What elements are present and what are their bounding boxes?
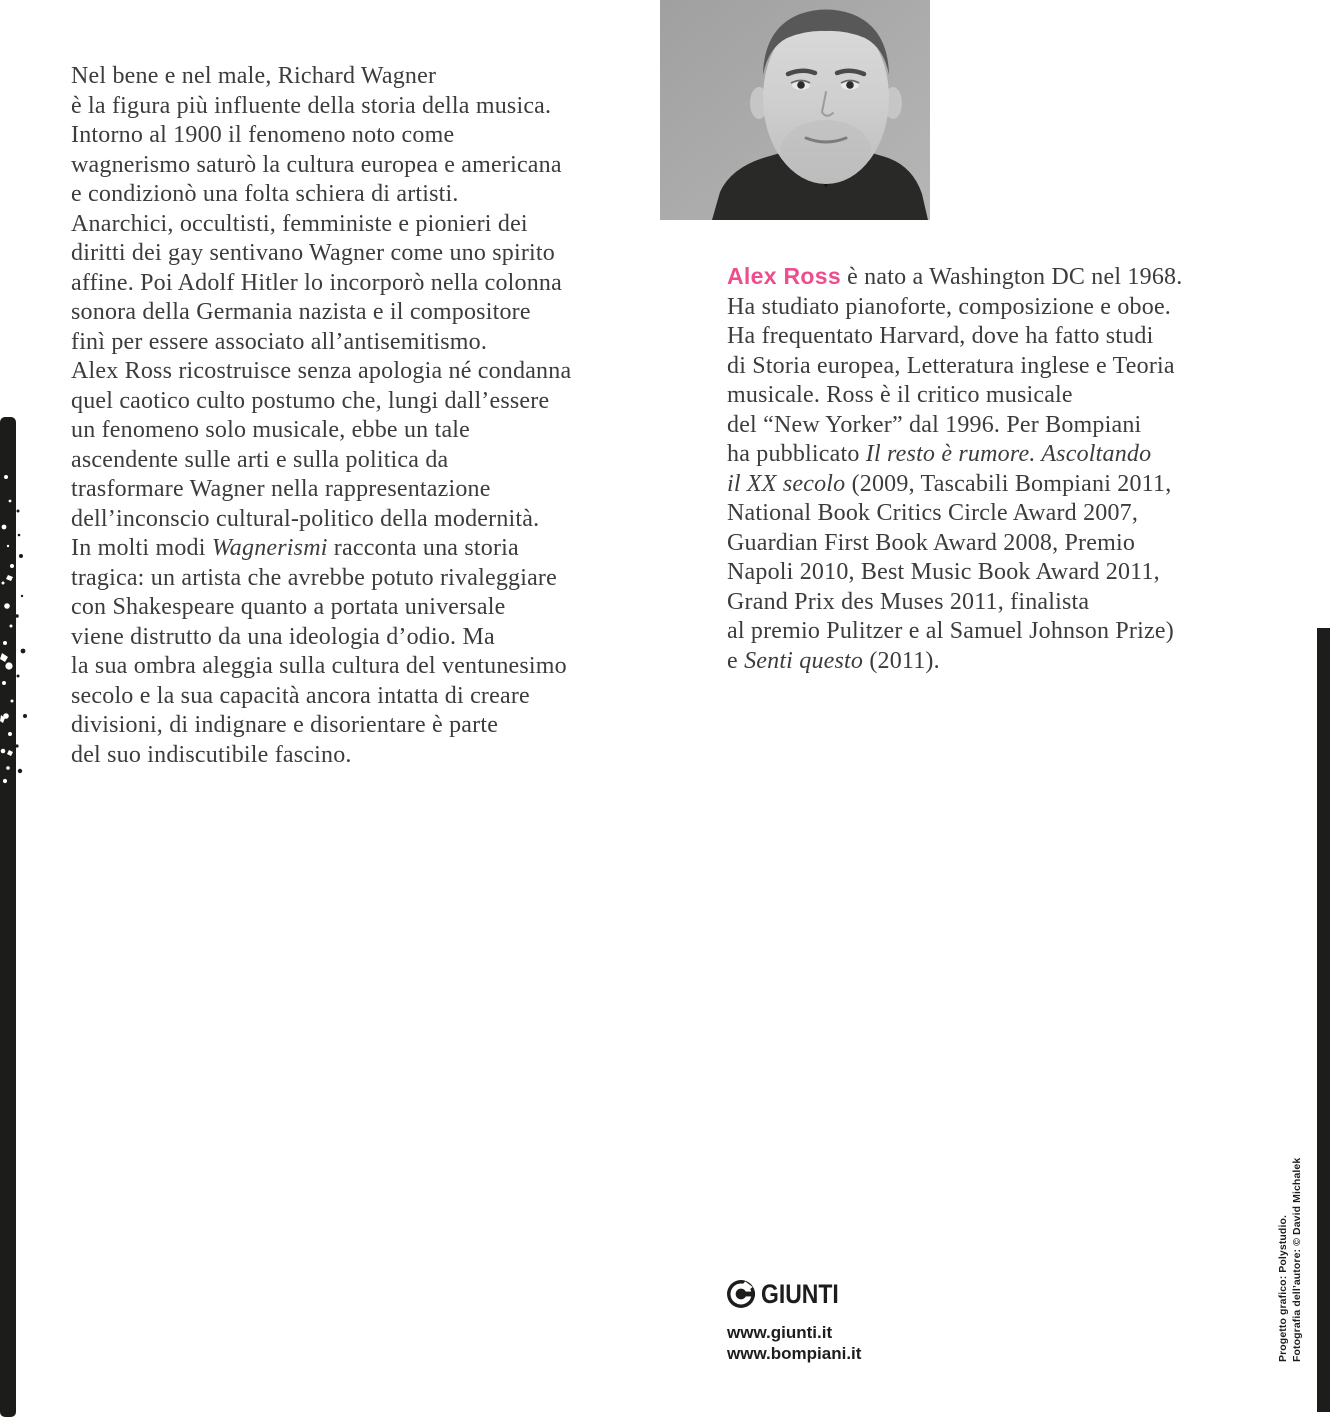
text-line: quel caotico culto postumo che, lungi dall’essere [71, 387, 550, 414]
text-line: Alex Ross è nato a Washington DC nel 1968. [727, 263, 1183, 290]
publisher-url-giunti: www.giunti.it [727, 1323, 833, 1342]
publisher-urls [727, 1322, 861, 1364]
publisher-url-bompiani: www.bompiani.it [727, 1344, 862, 1363]
text-line: divisioni, di indignare e disorientare è parte [71, 712, 499, 738]
text-line: Anarchici, occultisti, femministe e pionieri dei [71, 210, 528, 237]
author-portrait-photo [660, 0, 930, 220]
publisher-name: GIUNTI [761, 1279, 839, 1309]
text-line: musicale. Ross è il critico musicale [727, 382, 1073, 408]
cover-edge-bar [1317, 628, 1330, 1412]
distressed-ink-strip [0, 415, 30, 1417]
text-line: del suo indiscutibile fascino. [71, 741, 352, 768]
text-line: sonora della Germania nazista e il compositore [71, 299, 531, 325]
text-line: wagnerismo saturò la cultura europea e americana [71, 151, 562, 178]
credits-vertical [1277, 1157, 1304, 1362]
text-line: con Shakespeare quanto a portata universale [71, 594, 506, 620]
text-line: diritti dei gay sentivano Wagner come uno spirito [71, 240, 555, 266]
text-line: ascendente sulle arti e sulla politica da [71, 446, 449, 473]
text-line: In molti modi Wagnerismi racconta una storia [71, 535, 519, 561]
text-line: è la figura più influente della storia della musica. [71, 92, 552, 119]
author-bio [727, 262, 1247, 676]
text-line: Intorno al 1900 il fenomeno noto come [71, 122, 455, 148]
text-line: Nel bene e nel male, Richard Wagner [71, 63, 437, 89]
text-line: dell’inconscio cultural-politico della modernità. [71, 505, 540, 532]
credit-photo: Fotografia dell’autore: © David Michalek [1290, 1157, 1303, 1362]
text-line: secolo e la sua capacità ancora intatta di creare [71, 682, 530, 709]
text-line: finì per essere associato all’antisemitismo. [71, 328, 488, 355]
publisher-brand [727, 1280, 861, 1308]
text-line: al premio Pulitzer e al Samuel Johnson Prize) [727, 618, 1174, 644]
text-line: trasformare Wagner nella rappresentazione [71, 476, 491, 502]
publisher-block [727, 1280, 861, 1364]
text-line: tragica: un artista che avrebbe potuto rivaleggiare [71, 564, 557, 591]
text-line: ha pubblicato Il resto è rumore. Ascoltando [727, 441, 1152, 467]
text-line: Guardian First Book Award 2008, Premio [727, 529, 1136, 556]
portrait-illustration [660, 0, 930, 220]
text-line: Ha studiato pianoforte, composizione e oboe. [727, 293, 1172, 320]
text-line: Napoli 2010, Best Music Book Award 2011, [727, 559, 1160, 585]
credit-design: Progetto grafico: Polystudio. [1277, 1215, 1289, 1362]
text-line: di Storia europea, Letteratura inglese e Teoria [727, 352, 1175, 379]
text-line: Ha frequentato Harvard, dove ha fatto studi [727, 323, 1154, 349]
text-line: un fenomeno solo musicale, ebbe un tale [71, 417, 471, 443]
text-line: Alex Ross ricostruisce senza apologia né condanna [71, 358, 572, 384]
text-line: viene distrutto da una ideologia d’odio. Ma [71, 623, 495, 650]
text-line: National Book Critics Circle Award 2007, [727, 500, 1139, 526]
text-line: e Senti questo (2011). [727, 647, 940, 674]
text-line: Grand Prix des Muses 2011, finalista [727, 588, 1090, 615]
text-line: del “New Yorker” dal 1996. Per Bompiani [727, 411, 1142, 438]
text-line: il XX secolo (2009, Tascabili Bompiani 2011, [727, 470, 1172, 497]
book-description [71, 62, 661, 770]
text-line: affine. Poi Adolf Hitler lo incorporò nella colonna [71, 269, 562, 296]
text-line: e condizionò una folta schiera di artisti. [71, 181, 459, 207]
text-line: la sua ombra aleggia sulla cultura del ventunesimo [71, 653, 567, 679]
giunti-logo-icon [727, 1280, 755, 1308]
